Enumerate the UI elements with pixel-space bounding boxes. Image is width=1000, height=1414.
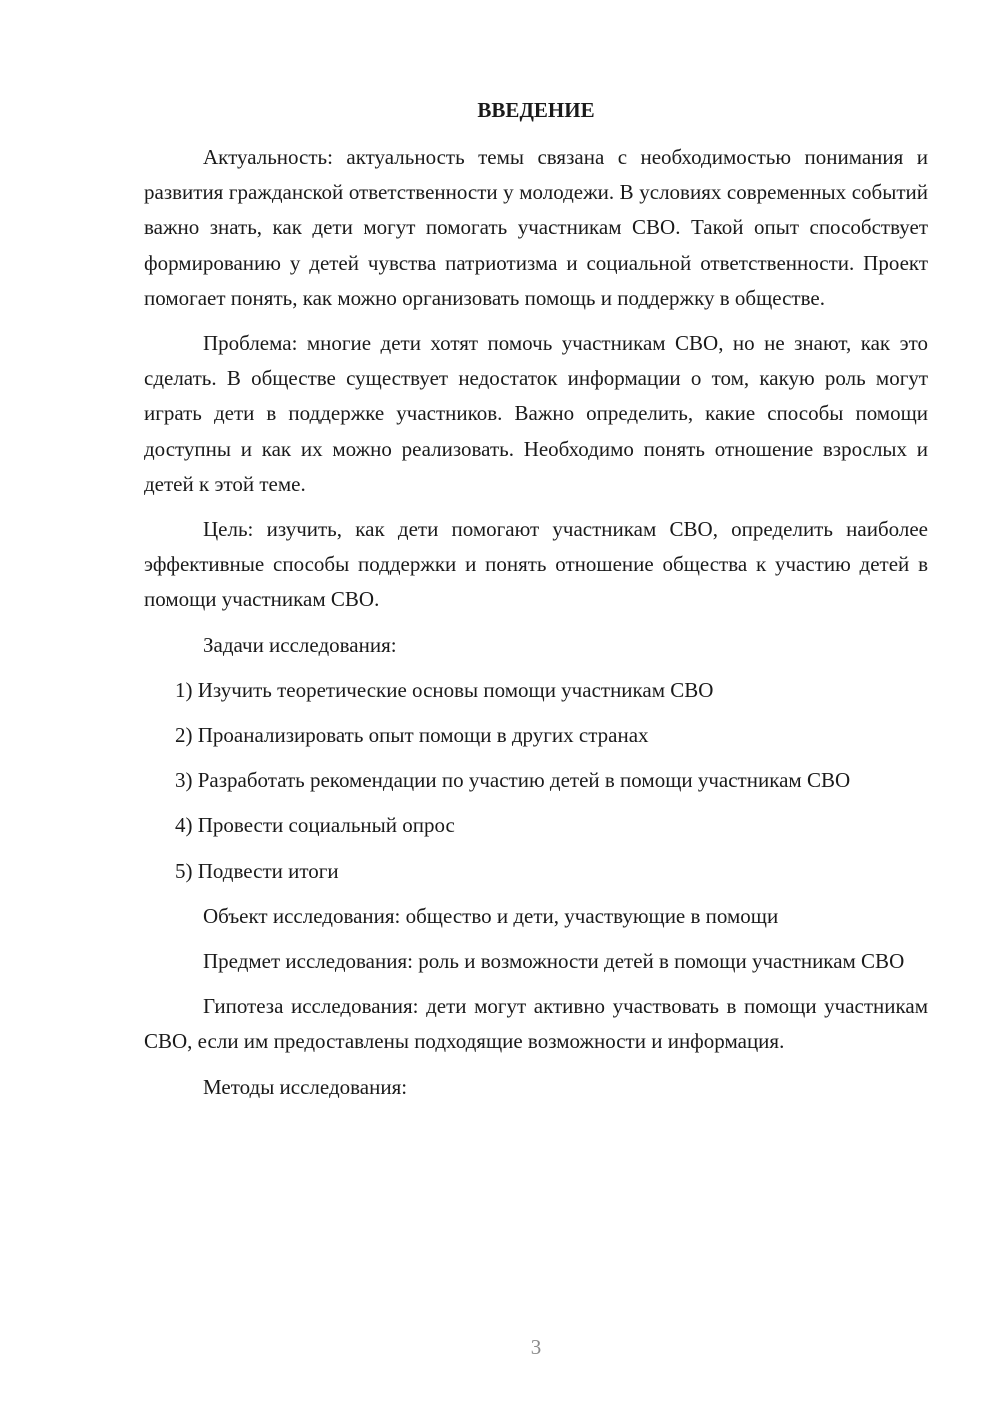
section-title: ВВЕДЕНИЕ [477, 98, 595, 122]
paragraph-methods: Методы исследования: [203, 1074, 408, 1099]
paragraph-object: Объект исследования: общество и дети, участвующие в помощи [203, 903, 779, 928]
paragraph-goal: Цель: изучить, как дети помогают участникам СВО, определить наиболее эффективные способы поддержки и понять отношение общества к участию детей в помощи участникам СВО. [144, 517, 928, 612]
paragraph-tasks-heading: Задачи исследования: [203, 632, 397, 657]
task-item: 4) Провести социальный опрос [175, 813, 455, 838]
paragraph-relevance: Актуальность: актуальность темы связана с необходимостью понимания и развития гражданской ответственности у молодежи. В условиях современных событий важно знать, как дети могут помогать участникам СВО. Такой опыт способствует формированию у детей чувства патриотизма и социальной ответственности. Проект помогает понять, как можно организовать помощь и поддержку в обществе. [144, 145, 928, 310]
task-item: 1) Изучить теоретические основы помощи участникам СВО [175, 677, 714, 702]
paragraph-hypothesis: Гипотеза исследования: дети могут активно участвовать в помощи участникам СВО, если им предоставлены подходящие возможности и информация. [144, 994, 928, 1054]
task-item: 3) Разработать рекомендации по участию детей в помощи участникам СВО [175, 768, 851, 793]
task-item: 2) Проанализировать опыт помощи в других странах [175, 723, 649, 748]
document-page [144, 92, 928, 1115]
paragraph-subject: Предмет исследования: роль и возможности детей в помощи участникам СВО [203, 949, 905, 974]
page-number: 3 [530, 1335, 542, 1359]
task-item: 5) Подвести итоги [175, 858, 339, 883]
paragraph-problem: Проблема: многие дети хотят помочь участникам СВО, но не знают, как это сделать. В обществе существует недостаток информации о том, какую роль могут играть дети в поддержке участников. Важно определить, какие способы помощи доступны и как их можно реализовать. Необходимо понять отношение взрослых и детей к этой теме. [144, 331, 928, 496]
